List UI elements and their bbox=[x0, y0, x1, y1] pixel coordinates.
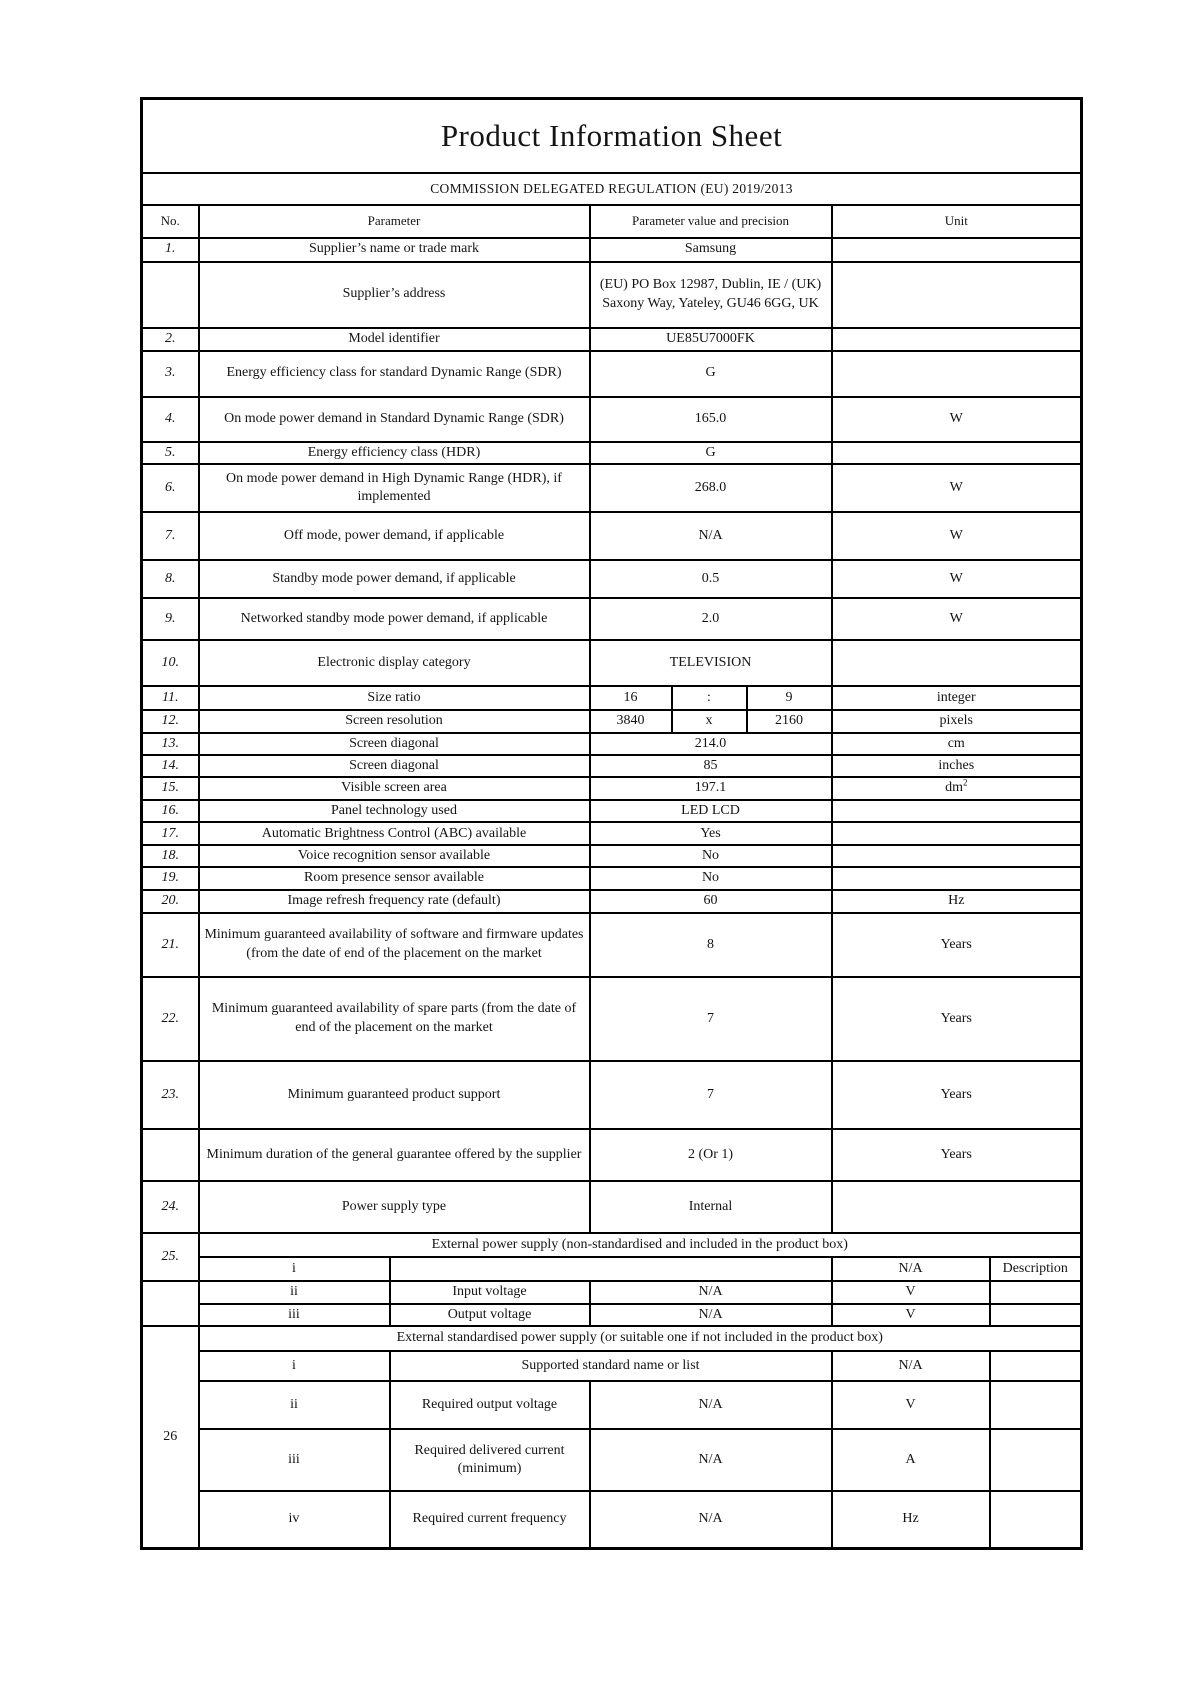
cell-unit: Years bbox=[832, 1129, 1082, 1181]
cell-no bbox=[142, 262, 199, 328]
cell-value: Yes bbox=[590, 822, 832, 845]
cell-subindex: iii bbox=[199, 1304, 390, 1326]
cell-subindex: iv bbox=[199, 1491, 390, 1549]
cell-parameter: Screen resolution bbox=[199, 710, 590, 733]
cell-subindex: ii bbox=[199, 1381, 390, 1429]
cell-unit bbox=[832, 328, 1082, 351]
cell-unit bbox=[832, 867, 1082, 889]
cell-unit: Years bbox=[832, 977, 1082, 1061]
cell-no: 18. bbox=[142, 845, 199, 867]
table-row bbox=[142, 640, 1082, 686]
table-row bbox=[142, 710, 1082, 733]
cell-value: N/A bbox=[590, 1491, 832, 1549]
table-row bbox=[142, 1491, 1082, 1549]
cell-no: 5. bbox=[142, 442, 199, 464]
cell-unit bbox=[832, 822, 1082, 845]
cell-parameter: Screen diagonal bbox=[199, 755, 590, 777]
cell-value: N/A bbox=[590, 1281, 832, 1304]
title-row bbox=[142, 99, 1082, 173]
table-row bbox=[142, 777, 1082, 800]
regulation-row bbox=[142, 173, 1082, 205]
cell-no: 16. bbox=[142, 800, 199, 822]
cell-unit: W bbox=[832, 512, 1082, 560]
table-row bbox=[142, 977, 1082, 1061]
cell-unit: pixels bbox=[832, 710, 1082, 733]
cell-unit: W bbox=[832, 464, 1082, 512]
cell-unit: V bbox=[832, 1381, 990, 1429]
cell-no: 2. bbox=[142, 328, 199, 351]
cell-parameter: Supplier’s name or trade mark bbox=[199, 238, 590, 262]
cell-unit bbox=[832, 800, 1082, 822]
cell-subindex: iii bbox=[199, 1429, 390, 1491]
cell-parameter: Supported standard name or list bbox=[390, 1351, 832, 1381]
cell-no: 11. bbox=[142, 686, 199, 710]
cell-no bbox=[142, 1129, 199, 1181]
col-header-unit: Unit bbox=[832, 205, 1082, 238]
cell-value: 7 bbox=[590, 1061, 832, 1129]
cell-value: UE85U7000FK bbox=[590, 328, 832, 351]
cell-unit bbox=[832, 1181, 1082, 1233]
cell-unit bbox=[832, 262, 1082, 328]
col-header-parameter: Parameter bbox=[199, 205, 590, 238]
table-row bbox=[142, 890, 1082, 913]
cell-unit: W bbox=[832, 397, 1082, 442]
cell-unit bbox=[832, 845, 1082, 867]
cell-no: 3. bbox=[142, 351, 199, 397]
cell-value: 197.1 bbox=[590, 777, 832, 800]
table-row bbox=[142, 1181, 1082, 1233]
col-header-no: No. bbox=[142, 205, 199, 238]
cell-value: (EU) PO Box 12987, Dublin, IE / (UK) Saxony Way, Yateley, GU46 6GG, UK bbox=[590, 262, 832, 328]
cell-parameter: Minimum duration of the general guarantee offered by the supplier bbox=[199, 1129, 590, 1181]
table-row bbox=[142, 800, 1082, 822]
cell-unit: integer bbox=[832, 686, 1082, 710]
cell-parameter: Voice recognition sensor available bbox=[199, 845, 590, 867]
cell-parameter: On mode power demand in High Dynamic Range (HDR), if implemented bbox=[199, 464, 590, 512]
table-row bbox=[142, 351, 1082, 397]
table-row bbox=[142, 686, 1082, 710]
cell-parameter: On mode power demand in Standard Dynamic Range (SDR) bbox=[199, 397, 590, 442]
cell-unit bbox=[832, 351, 1082, 397]
cell-unit: V bbox=[832, 1281, 990, 1304]
cell-parameter: Power supply type bbox=[199, 1181, 590, 1233]
cell-unit bbox=[832, 640, 1082, 686]
table-row bbox=[142, 1129, 1082, 1181]
cell-unit: V bbox=[832, 1304, 990, 1326]
section-26-header-row bbox=[142, 1326, 1082, 1351]
cell-description bbox=[990, 1351, 1082, 1381]
cell-parameter: Required current frequency bbox=[390, 1491, 590, 1549]
cell-value: 0.5 bbox=[590, 560, 832, 598]
cell-no: 12. bbox=[142, 710, 199, 733]
cell-parameter: Off mode, power demand, if applicable bbox=[199, 512, 590, 560]
cell-no: 17. bbox=[142, 822, 199, 845]
cell-no: 22. bbox=[142, 977, 199, 1061]
cell-value: 2 (Or 1) bbox=[590, 1129, 832, 1181]
cell-parameter: Minimum guaranteed availability of spare parts (from the date of end of the placement on the market bbox=[199, 977, 590, 1061]
cell-unit: Hz bbox=[832, 890, 1082, 913]
cell-parameter: Room presence sensor available bbox=[199, 867, 590, 889]
cell-parameter: Energy efficiency class for standard Dynamic Range (SDR) bbox=[199, 351, 590, 397]
cell-no: 21. bbox=[142, 913, 199, 977]
table-row bbox=[142, 598, 1082, 640]
cell-unit: W bbox=[832, 598, 1082, 640]
cell-no: 24. bbox=[142, 1181, 199, 1233]
table-row bbox=[142, 328, 1082, 351]
cell-parameter: Size ratio bbox=[199, 686, 590, 710]
cell-value: 85 bbox=[590, 755, 832, 777]
cell-subindex: i bbox=[199, 1351, 390, 1381]
page-title: Product Information Sheet bbox=[142, 99, 1082, 173]
cell-no: 23. bbox=[142, 1061, 199, 1129]
table-row bbox=[142, 238, 1082, 262]
cell-value-part: : bbox=[672, 686, 747, 710]
cell-unit: Years bbox=[832, 1061, 1082, 1129]
cell-subindex: i bbox=[199, 1257, 390, 1281]
cell-value: Samsung bbox=[590, 238, 832, 262]
unit-superscript: 2 bbox=[962, 777, 968, 788]
cell-parameter: Electronic display category bbox=[199, 640, 590, 686]
cell-value: G bbox=[590, 442, 832, 464]
unit-text: dm bbox=[945, 780, 963, 796]
cell-value: 2.0 bbox=[590, 598, 832, 640]
cell-description: Description bbox=[990, 1257, 1082, 1281]
cell-no: 6. bbox=[142, 464, 199, 512]
cell-value: N/A bbox=[590, 1381, 832, 1429]
cell-no: 15. bbox=[142, 777, 199, 800]
cell-no: 25. bbox=[142, 1233, 199, 1281]
cell-parameter: Screen diagonal bbox=[199, 733, 590, 755]
table-row bbox=[142, 1061, 1082, 1129]
cell-value: 165.0 bbox=[590, 397, 832, 442]
cell-value: 60 bbox=[590, 890, 832, 913]
cell-parameter bbox=[390, 1257, 832, 1281]
cell-no: 8. bbox=[142, 560, 199, 598]
cell-no: 10. bbox=[142, 640, 199, 686]
product-info-table bbox=[140, 97, 1083, 1550]
cell-parameter: Supplier’s address bbox=[199, 262, 590, 328]
cell-value: LED LCD bbox=[590, 800, 832, 822]
cell-parameter: Energy efficiency class (HDR) bbox=[199, 442, 590, 464]
cell-no: 1. bbox=[142, 238, 199, 262]
cell-description bbox=[990, 1491, 1082, 1549]
cell-unit bbox=[832, 238, 1082, 262]
cell-unit bbox=[832, 442, 1082, 464]
section-header: External power supply (non-standardised and included in the product box) bbox=[199, 1233, 1082, 1257]
cell-value: N/A bbox=[832, 1351, 990, 1381]
cell-parameter: Standby mode power demand, if applicable bbox=[199, 560, 590, 598]
cell-unit: Years bbox=[832, 913, 1082, 977]
cell-parameter: Panel technology used bbox=[199, 800, 590, 822]
table-row bbox=[142, 1429, 1082, 1491]
cell-value: N/A bbox=[590, 512, 832, 560]
cell-parameter: Output voltage bbox=[390, 1304, 590, 1326]
cell-parameter: Minimum guaranteed availability of software and firmware updates (from the date of end of the placement on the market bbox=[199, 913, 590, 977]
section-25-header-row bbox=[142, 1233, 1082, 1257]
table-row bbox=[142, 1351, 1082, 1381]
cell-unit: N/A bbox=[832, 1257, 990, 1281]
table-row bbox=[142, 1381, 1082, 1429]
cell-parameter: Visible screen area bbox=[199, 777, 590, 800]
cell-value: 268.0 bbox=[590, 464, 832, 512]
cell-value: 8 bbox=[590, 913, 832, 977]
table-row bbox=[142, 560, 1082, 598]
cell-value-part: 2160 bbox=[747, 710, 832, 733]
cell-value-part: 3840 bbox=[590, 710, 672, 733]
cell-unit bbox=[832, 777, 1082, 800]
cell-no: 14. bbox=[142, 755, 199, 777]
table-row bbox=[142, 913, 1082, 977]
regulation-subtitle: COMMISSION DELEGATED REGULATION (EU) 2019/2013 bbox=[142, 173, 1082, 205]
cell-unit: cm bbox=[832, 733, 1082, 755]
section-header: External standardised power supply (or suitable one if not included in the product box) bbox=[199, 1326, 1082, 1351]
cell-description bbox=[990, 1381, 1082, 1429]
table-row bbox=[142, 1257, 1082, 1281]
table-row bbox=[142, 867, 1082, 889]
cell-value: No bbox=[590, 845, 832, 867]
cell-no bbox=[142, 1281, 199, 1326]
cell-parameter: Model identifier bbox=[199, 328, 590, 351]
table-row bbox=[142, 262, 1082, 328]
cell-value: No bbox=[590, 867, 832, 889]
cell-parameter: Input voltage bbox=[390, 1281, 590, 1304]
cell-value: N/A bbox=[590, 1304, 832, 1326]
cell-parameter: Required delivered current (minimum) bbox=[390, 1429, 590, 1491]
cell-parameter: Required output voltage bbox=[390, 1381, 590, 1429]
cell-no: 7. bbox=[142, 512, 199, 560]
cell-description bbox=[990, 1281, 1082, 1304]
table-row bbox=[142, 845, 1082, 867]
cell-value: N/A bbox=[590, 1429, 832, 1491]
cell-no: 20. bbox=[142, 890, 199, 913]
cell-value-part: 16 bbox=[590, 686, 672, 710]
cell-no: 26 bbox=[142, 1326, 199, 1549]
cell-parameter: Networked standby mode power demand, if applicable bbox=[199, 598, 590, 640]
cell-description bbox=[990, 1429, 1082, 1491]
column-header-row bbox=[142, 205, 1082, 238]
table-row bbox=[142, 512, 1082, 560]
cell-subindex: ii bbox=[199, 1281, 390, 1304]
cell-parameter: Minimum guaranteed product support bbox=[199, 1061, 590, 1129]
table-row bbox=[142, 464, 1082, 512]
cell-no: 9. bbox=[142, 598, 199, 640]
cell-value: TELEVISION bbox=[590, 640, 832, 686]
table-row bbox=[142, 442, 1082, 464]
cell-description bbox=[990, 1304, 1082, 1326]
table-row bbox=[142, 733, 1082, 755]
table-row bbox=[142, 1281, 1082, 1304]
cell-unit: inches bbox=[832, 755, 1082, 777]
cell-value: Internal bbox=[590, 1181, 832, 1233]
cell-parameter: Automatic Brightness Control (ABC) available bbox=[199, 822, 590, 845]
cell-no: 13. bbox=[142, 733, 199, 755]
col-header-value: Parameter value and precision bbox=[590, 205, 832, 238]
cell-value: G bbox=[590, 351, 832, 397]
cell-no: 4. bbox=[142, 397, 199, 442]
cell-parameter: Image refresh frequency rate (default) bbox=[199, 890, 590, 913]
cell-unit: A bbox=[832, 1429, 990, 1491]
table-row bbox=[142, 397, 1082, 442]
table-row bbox=[142, 755, 1082, 777]
cell-unit: Hz bbox=[832, 1491, 990, 1549]
product-information-sheet bbox=[140, 97, 1083, 1550]
cell-value: 7 bbox=[590, 977, 832, 1061]
table-row bbox=[142, 822, 1082, 845]
table-row bbox=[142, 1304, 1082, 1326]
cell-value-part: x bbox=[672, 710, 747, 733]
cell-value: 214.0 bbox=[590, 733, 832, 755]
cell-no: 19. bbox=[142, 867, 199, 889]
cell-value-part: 9 bbox=[747, 686, 832, 710]
cell-unit: W bbox=[832, 560, 1082, 598]
